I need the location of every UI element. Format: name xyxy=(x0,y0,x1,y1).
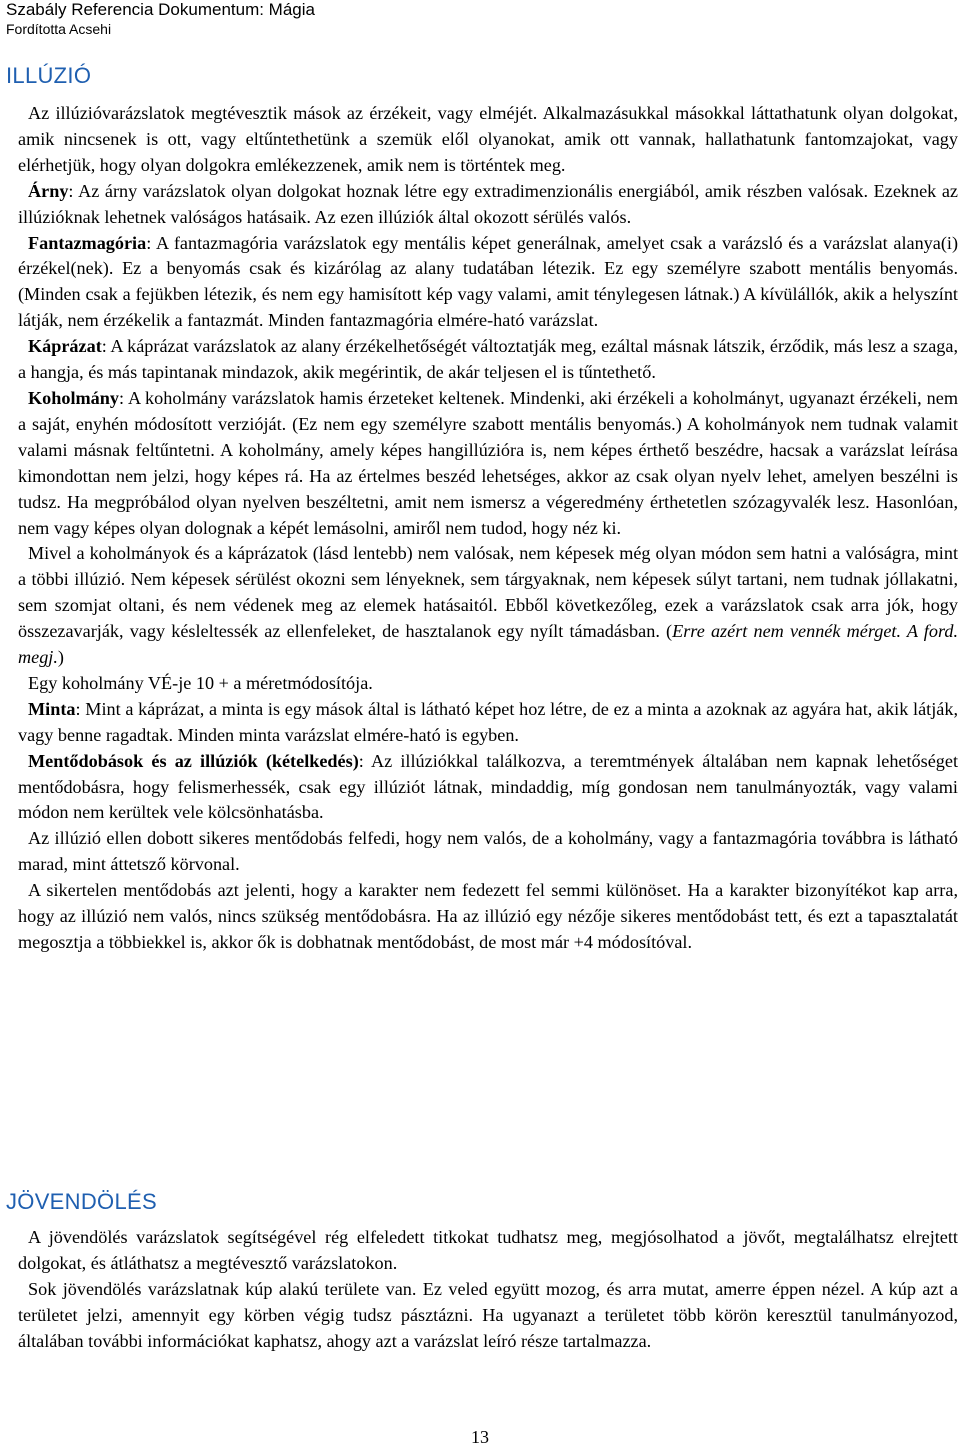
shadow-term: Árny xyxy=(28,180,69,201)
section-heading-illusion: ILLÚZIÓ xyxy=(6,63,92,88)
glamer-term: Káprázat xyxy=(28,336,102,357)
translator-credit: Fordította Acsehi xyxy=(6,21,112,37)
translator-note: Erre azért nem vennék mérget. A ford. megj. xyxy=(18,621,958,668)
document-header xyxy=(6,0,315,37)
glamer-text: : A káprázat varázslatok az alany érzékelhetőségét változtatják meg, ezáltal másnak látszik, érződik, más lesz a szaga, a hangja, és más tapintanak mindazok, akik megérintik, de akár teljesen el is tűntethető. xyxy=(18,336,958,383)
divination-intro: A jövendölés varázslatok segítségével rég elfeledett titkokat tudhatsz meg, megjósolhatod a jövőt, megtalálhatsz elrejtett dolgokat, és átláthatsz a megtévesztő varázslatokon. xyxy=(18,1227,958,1273)
figment-text: : A koholmány varázslatok hamis érzeteket keltenek. Mindenki, aki érzékeli a koholmányt, ugyanazt érzékeli, nem a saját, enyhén módosított verzióját. (Ez nem egy személyre szabott mentális benyomás.) A koholmányok nem tudnak valamit valami másnak feltűntetni. A koholmány, amely képes hangillúzióra is, nem képes érthető beszédre, hacsak a varázslat leírása kimondottan nem jelzi, hogy képes rá. Ha az értelmes beszéd lehetséges, akkor az csak olyan nyelv lehet, amelyen beszélni is tudsz. Ha megpróbálod olyan nyelven beszéltetni, amit nem ismersz a végeredmény érthetetlen szózagyvalék lesz. Hasonlóan, nem vagy képes olyan dolognak a képét lemásolni, amiről nem tudod, hogy néz ki. xyxy=(18,387,958,538)
document-title: Szabály Referencia Dokumentum: Mágia xyxy=(6,0,315,19)
figment-dc-paragraph: Egy koholmány VÉ-je 10 + a méretmódosítója. xyxy=(28,672,373,693)
figment-paragraph xyxy=(18,386,958,541)
phantasm-text: : A fantazmagória varázslatok egy mentális képet generálnak, amelyet csak a varázsló és a varázslat alanya(i) érzékel(nek). Ez a benyomás csak és kizárólag az alany tudatában létezik. Ez egy személyre szabott mentális benyomás. (Minden csak a fejükben létezik, és nem egy hamisított kép vagy valami, amit ténylegesen látnak.) A kívülállók, akik a helyszínt látják, nem érzékelik a fantazmát. Minden fantazmagória elmére-ható varázslat. xyxy=(18,232,958,331)
figment-reality-paragraph xyxy=(18,541,958,671)
figment-term: Koholmány xyxy=(28,387,119,408)
saves-success-paragraph: Az illúzió ellen dobott sikeres mentődobás felfedi, hogy nem valós, de a koholmány, vagy a fantazmagória továbbra is látható marad, mint áttetsző körvonal. xyxy=(18,828,958,875)
figment-reality-text: Mivel a koholmányok és a káprázatok (lásd lentebb) nem valósak, nem képesek még olyan módon sem hatni a valóságra, mint a többi illúzió. Nem képesek sérülést okozni sem lényeknek, sem tárgyaknak, nem képesek súlyt tartani, nem tudnak jóllakatni, sem szomjat oltani, és nem védenek meg az elemek hatásaitól. Ebből következőleg, ezek a varázslatok csak arra jók, hogy összezavarják, vagy késleltessék az ellenfeleket, de hasztalanok egy nyílt támadásban. ( xyxy=(18,543,958,642)
saves-paragraph xyxy=(18,749,958,827)
saves-term: Mentődobások és az illúziók (kételkedés) xyxy=(28,750,359,771)
pattern-paragraph xyxy=(18,697,958,749)
phantasm-term: Fantazmagória xyxy=(28,232,147,253)
page-number: 13 xyxy=(471,1427,489,1447)
phantasm-paragraph xyxy=(18,231,958,335)
illusion-section-body xyxy=(18,101,958,956)
shadow-text: : Az árny varázslatok olyan dolgokat hoznak létre egy extradimenzionális energiából, amik részben valósak. Ezeknek az illúzióknak lehetnek valóságos hatásaik. Az ezen illúziók által okozott sérülés valós. xyxy=(18,180,958,227)
shadow-paragraph xyxy=(18,179,958,231)
divination-section-body xyxy=(18,1225,958,1355)
saves-failure-paragraph: A sikertelen mentődobás azt jelenti, hogy a karakter nem fedezett fel semmi különöset. Ha a karakter bizonyítékot kap arra, hogy az illúzió nem valós, nincs szükség mentődobásra. Ha az illúzió egy nézője sikeres mentődobást tett, és ezt a tapasztalatát megosztja a többiekkel is, akkor ők is dobhatnak mentődobást, de most már +4 módosítóval. xyxy=(18,880,958,952)
divination-cone-paragraph: Sok jövendölés varázslatnak kúp alakú területe van. Ez veled együtt mozog, és arra mutat, amerre éppen nézel. A kúp azt a területet jelzi, amennyit egy körben végig tudsz pásztázni. Ha ugyanazt a területet több körön keresztül tanulmányozod, általában további információkat kaphatsz, ahogy azt a varázslat leíró része tartalmazza. xyxy=(18,1278,958,1351)
section-heading-divination: JÖVENDÖLÉS xyxy=(6,1189,157,1214)
illusion-intro: Az illúzióvarázslatok megtévesztik mások az érzékeit, vagy elméjét. Alkalmazásukkal másokkal láttathatunk olyan dolgokat, amik nincsenek is ott, vagy eltűntethetünk a szemük elől olyanokat, amik ott vannak, hallathatunk fantomzajokat, vagy elérhetjük, hogy olyan dolgokra emlékezzenek, amik nem is történtek meg. xyxy=(18,103,958,175)
translator-note-close: ) xyxy=(57,647,64,668)
saves-text: : Az illúziókkal találkozva, a teremtmények általában nem kapnak lehetőséget mentődobásra, hogy felismerhessék, csak egy illúziót látnak, mindaddig, míg gondosan nem tanulmányozták, vagy valami módon nem kerültek vele kölcsönhatásba. xyxy=(18,750,958,823)
pattern-term: Minta xyxy=(28,698,76,719)
glamer-paragraph xyxy=(18,334,958,386)
pattern-text: : Mint a káprázat, a minta is egy mások által is látható képet hoz létre, de ez a minta a azoknak az agyára hat, akik látják, vagy benne ragadtak. Minden minta varázslat elmére-ható is egyben. xyxy=(18,698,958,745)
